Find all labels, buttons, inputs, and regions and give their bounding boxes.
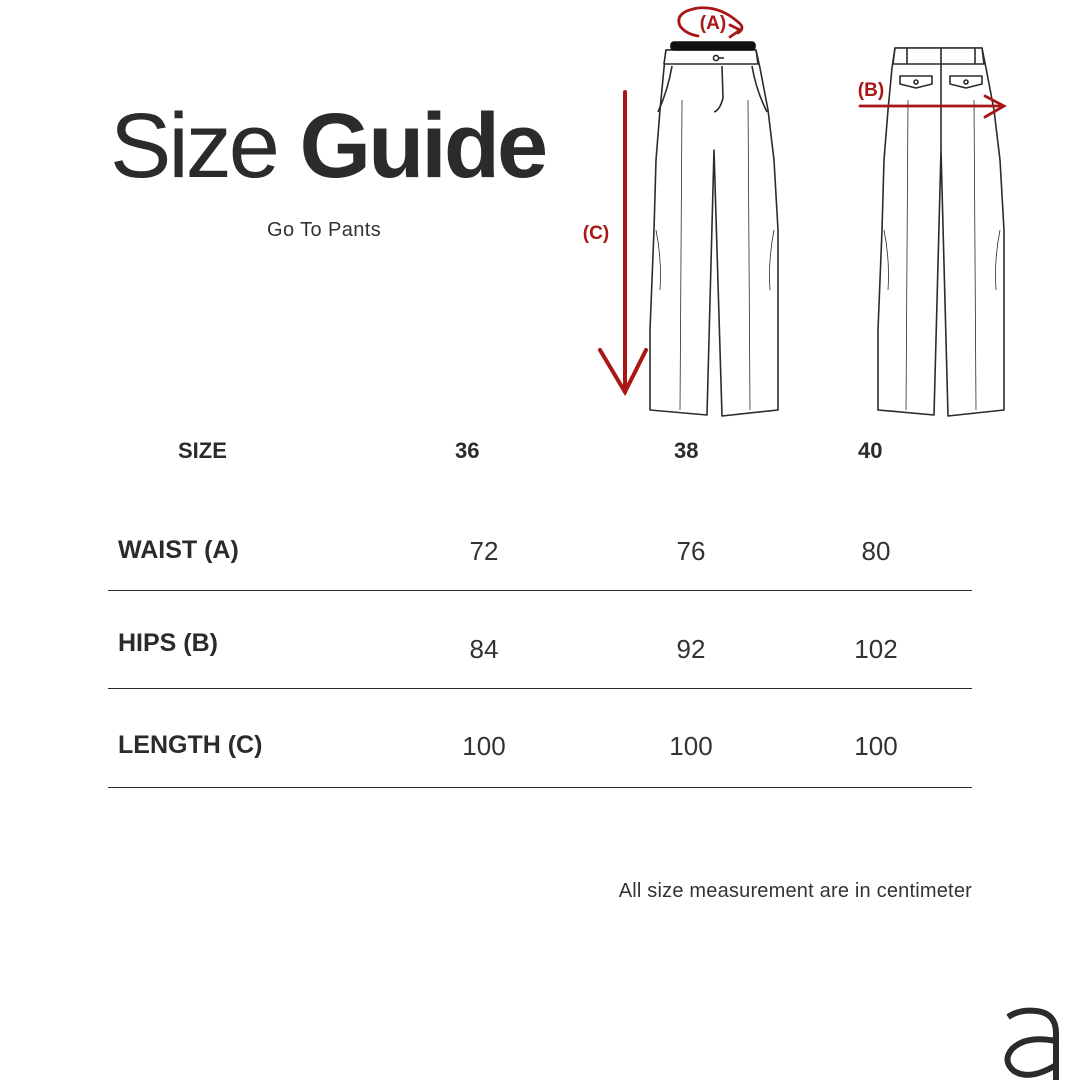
hips-size-40-value: 102 — [854, 634, 898, 664]
hips-marker: (B) — [857, 80, 885, 101]
measurement-unit-note: All size measurement are in centimeter — [618, 880, 972, 902]
waist-size-40-value: 80 — [861, 536, 891, 566]
table-divider — [108, 590, 972, 591]
size-36-header: 36 — [455, 438, 480, 463]
waist-size-38-value: 76 — [676, 536, 706, 566]
pants-front-icon — [650, 42, 778, 416]
waist-marker: (A) — [699, 13, 727, 34]
length-size-40-value: 100 — [854, 731, 898, 761]
hips-row-label: HIPS (B) — [118, 629, 218, 657]
size-40-header: 40 — [858, 438, 883, 463]
table-divider — [108, 688, 972, 689]
size-column-header: SIZE — [178, 438, 227, 463]
waist-size-36-value: 72 — [469, 536, 499, 566]
waist-row-label: WAIST (A) — [118, 536, 239, 564]
pants-back-icon — [878, 48, 1004, 416]
pants-measurement-illustration — [570, 0, 1040, 430]
hips-size-36-value: 84 — [469, 634, 499, 664]
table-divider — [108, 787, 972, 788]
title-bold-word: Guide — [299, 95, 546, 197]
size-38-header: 38 — [674, 438, 699, 463]
length-size-38-value: 100 — [669, 731, 713, 761]
length-size-36-value: 100 — [462, 731, 506, 761]
page-title — [110, 95, 546, 197]
length-marker: (C) — [582, 223, 610, 244]
product-name: Go To Pants — [267, 219, 382, 241]
length-row-label: LENGTH (C) — [118, 731, 263, 759]
title-light-word: Size — [110, 95, 277, 197]
hips-size-38-value: 92 — [676, 634, 706, 664]
brand-logo-a-icon — [1000, 1005, 1080, 1080]
